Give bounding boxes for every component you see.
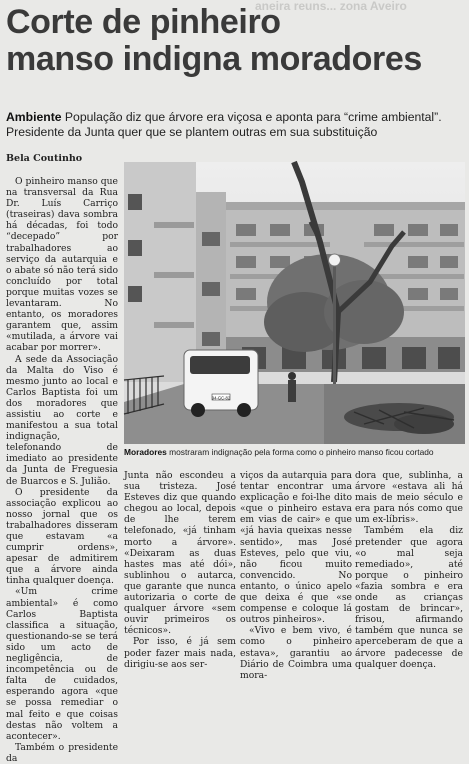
paragraph: Também o presidente da	[6, 741, 118, 764]
paragraph: O presidente da associação explicou ao nosso jornal que os trabalhadores disseram que estavam «a cumprir ordens», apesar de admitirem que a árvore ainda tinha qualquer doença.	[6, 486, 118, 587]
van-license-plate: 94-GC-82	[211, 395, 231, 401]
byline: Bela Coutinho	[6, 153, 83, 164]
photo-illustration	[124, 162, 465, 444]
worker-figure	[288, 372, 296, 402]
headline-line-2: manso indigna moradores	[6, 40, 422, 78]
article-column-1	[6, 176, 118, 764]
paragraph: viços da autarquia para tentar encontrar uma explicação e foi-lhe dito «que o pinheiro estava em vias de cair» e que «já havia queixas nesse sentido», mas José Esteves, pelo que viu, não ficou muito convencido. No entanto, o único apelo que deixa é que «se compense e coloque lá outros pinheiros».	[240, 470, 352, 626]
article-column-2	[124, 470, 236, 670]
paragraph: «Um crime ambiental» é como Carlos Baptista classifica a situação, questionando-se se terá sido um acto de negligência, de incompetência ou de falta de cuidados, esperando agora «que se possa remediar o mal feito e que coisas destas não voltem a acontecer».	[6, 586, 118, 742]
news-photo	[124, 162, 465, 444]
caption-text: mostraram indignação pela forma como o pinheiro manso ficou cortado	[169, 447, 434, 457]
article-column-4	[355, 470, 463, 670]
paragraph: Também ela diz pretender que agora «o mal seja remediado», até porque o pinheiro «fazia sombra e era onde as crianças gostam de brincar», frisou, afirmando também que nunca se aperceberam de que a árvore padecesse de qualquer doença.	[355, 525, 463, 670]
paragraph: dora que, sublinha, a árvore «estava ali há mais de meio século e era para nós como que um ex-líbris».	[355, 470, 463, 526]
lead-paragraph	[6, 110, 466, 139]
headline-line-1: Corte de pinheiro	[6, 3, 281, 41]
previous-article-fragment: aneira reuns... zona Aveiro	[255, 0, 407, 13]
photo-caption	[124, 447, 466, 457]
white-van	[184, 350, 258, 417]
paragraph: Junta não escondeu a sua tristeza. José Esteves diz que quando chegou ao local, depois de lhe terem telefonado, «já tinham morto a árvore». «Deixaram as duas hastes mas até dói», sublinhou o autarca, que garante que nunca autorizaria o corte de qualquer árvore «sem ouvir primeiros os técnicos».	[124, 470, 236, 637]
paragraph: A sede da Associação da Malta do Viso é mesmo junto ao local e Carlos Baptista foi um dos moradores que assistiu ao corte e manifestou a sua total indignação, telefonando de imediato ao presidente da Junta de Freguesia de Buarcos e S. Julião.	[6, 353, 118, 487]
lead-text: População diz que árvore era viçosa e aponta para “crime ambiental”. Presidente da Junta quer que se plantem outras em sua substituição	[6, 110, 442, 139]
caption-lead: Moradores	[124, 447, 167, 457]
lead-kicker: Ambiente	[6, 110, 62, 124]
paragraph: O pinheiro manso que na transversal da Rua Dr. Luís Carriço (traseiras) dava sombra há décadas, foi todo “decepado” por trabalhadores ao serviço da autarquia e o abate só não terá sido concluído por total porque muitas vozes se levantaram. No entanto, os moradores garantem que, assim «mutilada, a árvore vai acabar por morrer».	[6, 176, 118, 354]
paragraph: Por isso, é já sem poder fazer mais nada, dirigiu-se aos ser-	[124, 636, 236, 670]
article-column-3	[240, 470, 352, 681]
headline	[6, 4, 466, 78]
paragraph: «Vivo e bem vivo, é como o pinheiro estava», garantiu ao Diário de Coimbra uma mora-	[240, 625, 352, 681]
left-building	[124, 162, 226, 382]
